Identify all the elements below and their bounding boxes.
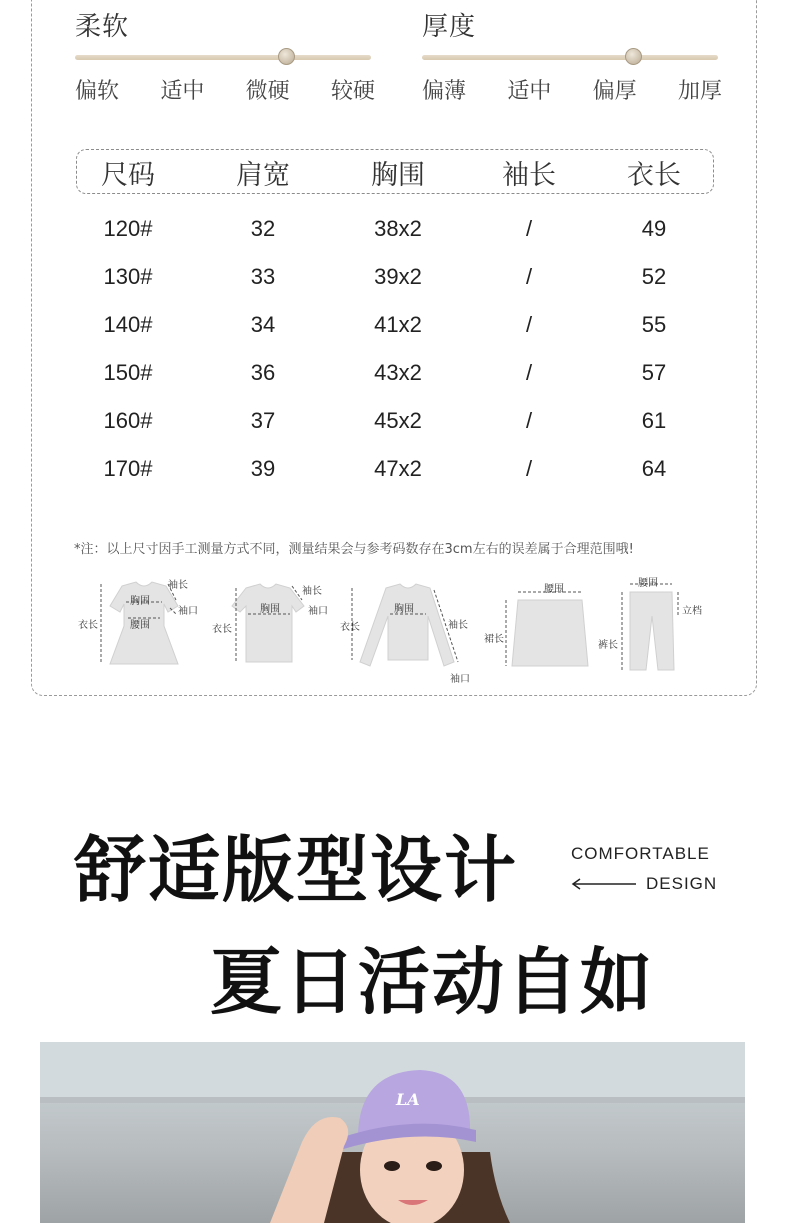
size-header-cell: 衣长 (627, 160, 681, 191)
pants-rise-label: 立档 (682, 606, 702, 617)
softness-label: 较硬 (330, 79, 375, 104)
size-table-cell: 61 (641, 408, 667, 433)
tshirt-diagram (210, 570, 340, 680)
thickness-knob (625, 48, 642, 65)
thickness-slider-block (422, 6, 722, 104)
size-table-cell: 45x2 (374, 408, 422, 433)
thickness-label: 加厚 (677, 79, 722, 104)
pants-diagram (596, 570, 716, 680)
size-table-cell: 150# (103, 360, 153, 385)
thickness-label: 偏厚 (592, 79, 637, 104)
size-table-cell: 57 (641, 360, 667, 385)
longsleeve-cuff-label: 袖口 (450, 674, 470, 685)
size-table-cell: 41x2 (374, 312, 422, 337)
size-table-cell: / (525, 216, 533, 241)
promo-english-2: DESIGN (646, 874, 718, 893)
softness-slider-block (75, 6, 375, 104)
size-table-cell: 52 (641, 264, 667, 289)
promo-headline-1: 舒适版型设计 (74, 828, 519, 912)
size-table-cell: 64 (641, 456, 667, 481)
thickness-label: 适中 (507, 79, 552, 104)
size-table-cell: 49 (641, 216, 667, 241)
pants-waist-label: 腰围 (638, 578, 658, 589)
pants-length-label: 裤长 (598, 640, 618, 651)
skirt-length-label: 裙长 (484, 634, 504, 645)
tshirt-chest-label: 胸围 (260, 604, 280, 615)
longsleeve-diagram (340, 570, 480, 688)
size-table-cell: / (525, 360, 533, 385)
tshirt-sleeve-label: 袖长 (302, 586, 322, 597)
promo-english-1: COMFORTABLE (571, 844, 710, 863)
size-table-cell: 38x2 (374, 216, 422, 241)
thickness-track (422, 55, 718, 60)
size-table-cell: / (525, 408, 533, 433)
size-table-cell: / (525, 456, 533, 481)
skirt-diagram (484, 570, 594, 680)
size-table-cell: 47x2 (374, 456, 422, 481)
size-table-cell: 160# (103, 408, 153, 433)
cap-logo: LA (396, 1090, 420, 1109)
size-table-cell: 43x2 (374, 360, 422, 385)
softness-title: 柔软 (75, 12, 130, 42)
thickness-title: 厚度 (422, 12, 477, 42)
size-table-cell: 120# (103, 216, 153, 241)
size-table-cell: 130# (103, 264, 153, 289)
softness-label: 微硬 (245, 79, 290, 104)
size-table-cell: / (525, 264, 533, 289)
model-photo (40, 1042, 745, 1223)
skirt-waist-label: 腰围 (544, 584, 564, 595)
size-table-cell: / (525, 312, 533, 337)
tshirt-length-label: 衣长 (212, 624, 232, 635)
size-table-cell: 34 (250, 312, 276, 337)
size-header-cell: 袖长 (502, 160, 556, 191)
size-table-cell: 32 (250, 216, 276, 241)
dress-length-label: 衣长 (78, 620, 98, 631)
softness-label: 适中 (160, 79, 205, 104)
thickness-label: 偏薄 (422, 79, 467, 104)
size-header-cell: 尺码 (101, 160, 155, 191)
size-table-cell: 37 (250, 408, 276, 433)
dress-sleeve-label: 袖长 (168, 580, 188, 591)
measurement-note: *注：以上尺寸因手工测量方式不同，测量结果会与参考码数存在3cm左右的误差属于合理范围哦! (74, 542, 634, 557)
longsleeve-chest-label: 胸围 (394, 604, 414, 615)
size-table-cell: 33 (250, 264, 276, 289)
skirt-icon (484, 570, 594, 680)
tshirt-cuff-label: 袖口 (308, 606, 328, 617)
size-table-cell: 39x2 (374, 264, 422, 289)
dress-chest-label: 胸围 (130, 596, 150, 607)
dress-diagram (74, 570, 204, 680)
size-table-cell: 39 (250, 456, 276, 481)
girl-in-cap-illustration (40, 1042, 745, 1223)
longsleeve-sleeve-label: 袖长 (448, 620, 468, 631)
size-table-cell: 55 (641, 312, 667, 337)
size-table-cell: 140# (103, 312, 153, 337)
softness-labels (75, 74, 375, 105)
size-header-cell: 肩宽 (236, 160, 290, 191)
size-header-cell: 胸围 (371, 160, 425, 191)
size-table-cell: 36 (250, 360, 276, 385)
size-table-cell: 170# (103, 456, 153, 481)
softness-knob (278, 48, 295, 65)
promo-headline-2: 夏日活动自如 (210, 940, 655, 1024)
dress-cuff-label: 袖口 (178, 606, 198, 617)
softness-label: 偏软 (75, 79, 120, 104)
dress-waist-label: 腰围 (130, 620, 150, 631)
thickness-labels (422, 74, 722, 105)
longsleeve-length-label: 衣长 (340, 622, 360, 633)
arrow-left-icon (570, 876, 638, 890)
softness-track (75, 55, 371, 60)
